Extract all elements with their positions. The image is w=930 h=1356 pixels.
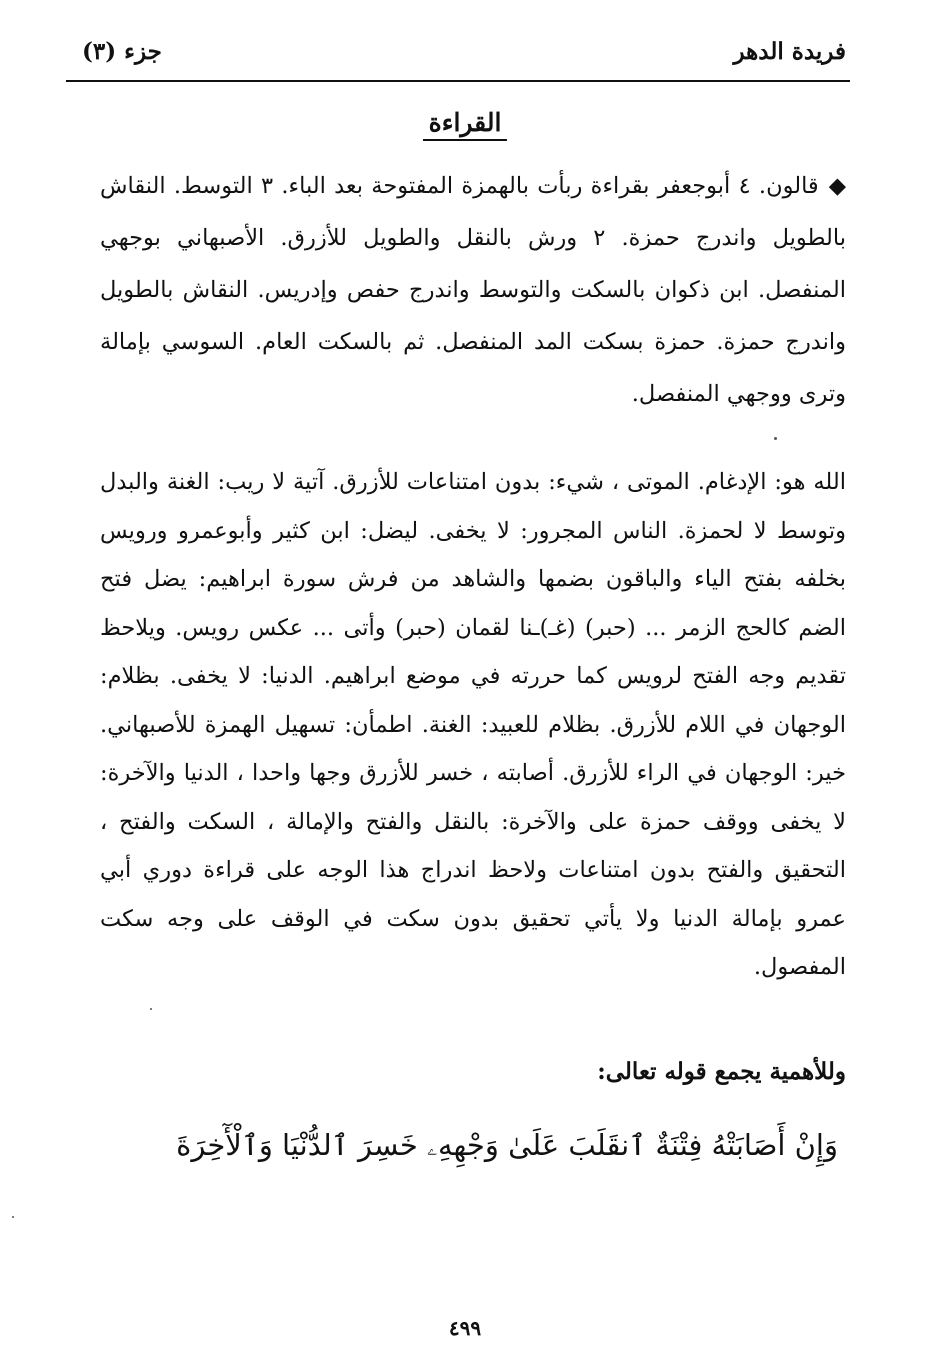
section-title <box>0 108 930 141</box>
diamond-bullet-icon: ◆ <box>828 173 846 199</box>
readings-paragraph <box>100 160 846 420</box>
commentary-paragraph <box>100 458 846 992</box>
part-number: جزء (٣) <box>82 38 162 65</box>
page-number: ٤٩٩ <box>448 1316 482 1340</box>
readings-text: قالون. ٤ أبوجعفر بقراءة ربأت بالهمزة المفتوحة بعد الباء. ٣ التوسط. النقاش بالطويل واندرج حمزة. ٢ ورش بالنقل والطويل للأزرق. الأصبهاني بوجهي المنفصل. ابن ذكوان بالسكت والتوسط واندرج حفص وإدريس. النقاش بالطويل واندرج حمزة. حمزة بسكت المد المنفصل. ثم بالسكت العام. السوسي بإمالة وترى ووجهي المنفصل. <box>100 173 846 407</box>
scan-speck <box>774 437 777 440</box>
commentary-text: الله هو: الإدغام. الموتى ، شيء: بدون امتناعات للأزرق. آتية لا ريب: الغنة والبدل وتوسط لا لحمزة. الناس المجرور: لا يخفى. ليضل: ابن كثير وأبوعمرو ورويس بخلفه بفتح الياء والباقون بضمها والشاهد من فرش سورة ابراهيم: يضل فتح الضم كالحج الزمر ... (حبر) (غـ)ـنا لقمان (حبر) وأتى ... عكس رويس. ويلاحظ تقديم وجه الفتح لرويس كما حررته في موضع ابراهيم. الدنيا: لا يخفى. بظلام: الوجهان في اللام للأزرق. بظلام للعبيد: الغنة. اطمأن: تسهيل الهمزة للأصبهاني. خير: الوجهان في الراء للأزرق. أصابته ، خسر للأزرق وجها واحدا ، الدنيا والآخرة: لا يخفى ووقف حمزة على والآخرة: بالنقل والفتح والإمالة ، السكت والفتح ، التحقيق والفتح بدون امتناعات ولاحظ اندراج هذا الوجه على قراءة دوري أبي عمرو بإمالة الدنيا ولا يأتي تحقيق بدون سكت في الوقف على وجه سكت المفصول. <box>100 469 846 980</box>
page-header <box>70 34 846 74</box>
scan-speck <box>150 1008 152 1010</box>
section-title-text: القراءة <box>423 108 508 141</box>
verse-intro-heading: وللأهمية يجمع قوله تعالى: <box>597 1058 846 1085</box>
book-title: فريدة الدهر <box>733 38 846 65</box>
header-divider <box>66 80 850 82</box>
quran-verse: وَإِنْ أَصَابَتْهُ فِتْنَةٌ ٱنقَلَبَ عَلَىٰ وَجْهِهِۦ خَسِرَ ٱلدُّنْيَا وَٱلْأٓخِرَةَ <box>176 1128 838 1162</box>
scan-speck <box>12 1216 14 1218</box>
